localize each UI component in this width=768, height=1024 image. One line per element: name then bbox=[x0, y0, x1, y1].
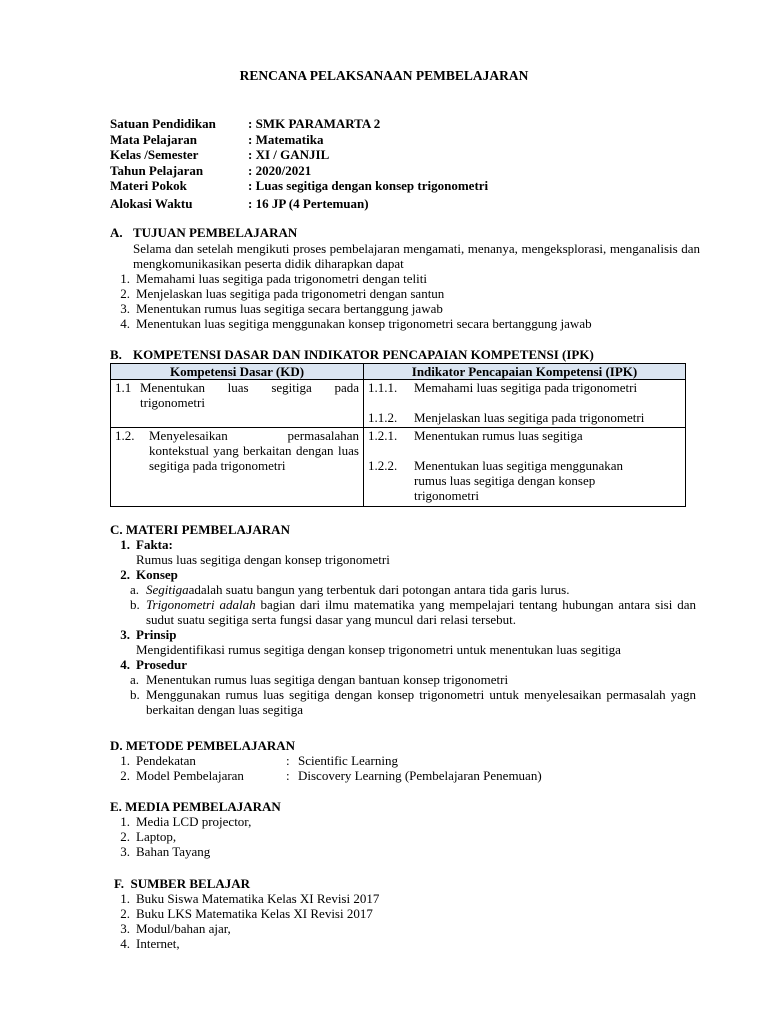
media-list bbox=[110, 814, 700, 859]
meta-value: : XI / GANJIL bbox=[248, 147, 330, 162]
section-heading: D. METODE PEMBELAJARAN bbox=[110, 738, 296, 753]
meta-value: : Matematika bbox=[248, 131, 324, 147]
list-item-text: Memahami luas segitiga pada trigonometri dengan teliti bbox=[136, 271, 427, 286]
metode-value: Discovery Learning (Pembelajaran Penemuan) bbox=[298, 768, 542, 783]
list-item-text: Modul/bahan ajar, bbox=[136, 921, 231, 936]
prinsip-text: Mengidentifikasi rumus segitiga dengan konsep trigonometri untuk menentukan luas segitiga bbox=[136, 642, 621, 657]
list-item: 2. Konsep bbox=[120, 567, 178, 582]
meta-row bbox=[110, 147, 488, 163]
subheading: Prosedur bbox=[136, 657, 188, 672]
section-kompetensi bbox=[110, 347, 710, 362]
list-item: 1. Memahami luas segitiga pada trigonometri dengan teliti bbox=[120, 271, 427, 286]
table-header: Kompetensi Dasar (KD) bbox=[111, 364, 364, 380]
list-item: 1. Buku Siswa Matematika Kelas XI Revisi 2017 bbox=[120, 891, 380, 906]
definition: bagian dari ilmu matematika yang mempelajari tentang hubungan antara sisi dan sudut suatu segitiga serta fungsi dasar yang muncul dari relasi tersebut. bbox=[146, 597, 696, 627]
materi-list bbox=[110, 537, 696, 552]
prosedur-text: Menggunakan rumus luas segitiga dengan konsep trigonometri untuk menyelesaikan permasalah yagn berkaitan dengan luas segitiga bbox=[146, 687, 696, 717]
list-item-text: Buku Siswa Matematika Kelas XI Revisi 2017 bbox=[136, 891, 380, 906]
kd-item bbox=[115, 428, 359, 473]
kd-text: Menentukan luas segitiga pada trigonometri bbox=[140, 380, 359, 410]
ipk-item bbox=[368, 428, 681, 443]
section-sumber bbox=[114, 876, 704, 951]
konsep-text bbox=[146, 582, 696, 597]
list-item: 3. Prinsip bbox=[120, 627, 177, 642]
metode-key: Pendekatan bbox=[136, 753, 196, 768]
section-metode bbox=[110, 738, 700, 783]
ipk-text: Menentukan luas segitiga menggunakan rumus luas segitiga dengan konsep trigonometri bbox=[414, 458, 624, 503]
section-heading: C. MATERI PEMBELAJARAN bbox=[110, 522, 290, 537]
sumber-list bbox=[110, 891, 704, 951]
kd-number: 1.2. bbox=[115, 428, 135, 443]
meta-key: Alokasi Waktu bbox=[110, 195, 193, 211]
subheading: Fakta: bbox=[136, 537, 173, 552]
table-header-row bbox=[111, 364, 686, 380]
ipk-text: Menentukan rumus luas segitiga bbox=[414, 428, 583, 443]
list-item: 2. Menjelaskan luas segitiga pada trigonometri dengan santun bbox=[120, 286, 445, 301]
fakta-text: Rumus luas segitiga dengan konsep trigonometri bbox=[136, 552, 390, 567]
section-title: KOMPETENSI DASAR DAN INDIKATOR PENCAPAIAN KOMPETENSI (IPK) bbox=[133, 347, 594, 362]
metode-value: Scientific Learning bbox=[298, 753, 398, 768]
list-item: 1. Pendekatan : Scientific Learning bbox=[120, 753, 398, 768]
identity-block bbox=[110, 116, 488, 211]
section-heading bbox=[110, 347, 710, 362]
materi-list bbox=[110, 627, 696, 642]
materi-list bbox=[110, 657, 696, 672]
kd-number: 1.1 bbox=[115, 380, 132, 395]
list-item-text: Menentukan rumus luas segitiga secara bertanggung jawab bbox=[136, 301, 443, 316]
meta-row bbox=[110, 178, 488, 194]
ipk-number: 1.1.1. bbox=[368, 380, 398, 395]
section-number: A. bbox=[110, 225, 123, 240]
list-item-text: Buku LKS Matematika Kelas XI Revisi 2017 bbox=[136, 906, 373, 921]
ipk-number: 1.1.2. bbox=[368, 410, 398, 425]
ipk-item bbox=[368, 458, 681, 503]
section-heading: E. MEDIA PEMBELAJARAN bbox=[110, 799, 281, 814]
meta-row bbox=[110, 163, 488, 179]
list-item: 2. Buku LKS Matematika Kelas XI Revisi 2017 bbox=[120, 906, 373, 921]
list-item-text: Internet, bbox=[136, 936, 180, 951]
list-item: 1. Media LCD projector, bbox=[120, 814, 252, 829]
subheading: Prinsip bbox=[136, 627, 177, 642]
list-item: 3. Modul/bahan ajar, bbox=[120, 921, 231, 936]
list-item: 2. Model Pembelajaran : Discovery Learning (Pembelajaran Penemuan) bbox=[120, 768, 542, 783]
meta-row bbox=[110, 132, 488, 148]
konsep-text bbox=[146, 597, 696, 627]
meta-key: Mata Pelajaran bbox=[110, 131, 198, 147]
meta-value: : 2020/2021 bbox=[248, 162, 312, 178]
meta-row bbox=[110, 116, 488, 132]
term: Trigonometri adalah bbox=[146, 597, 256, 612]
list-item: 4. Internet, bbox=[120, 936, 180, 951]
meta-row bbox=[110, 196, 488, 212]
definition: adalah suatu bangun yang terbentuk dari potongan antara tida garis lurus. bbox=[188, 582, 570, 597]
section-intro: Selama dan setelah mengikuti proses pembelajaran mengamati, menanya, mengeksplorasi, menganalisis dan mengkomunikasikan peserta didik diharapkan dapat bbox=[133, 241, 700, 271]
section-heading bbox=[110, 225, 700, 240]
meta-value: : 16 JP (4 Pertemuan) bbox=[248, 195, 369, 211]
list-item-text: Media LCD projector, bbox=[136, 814, 252, 829]
list-item-text: Menjelaskan luas segitiga pada trigonometri dengan santun bbox=[136, 286, 445, 301]
table-row bbox=[111, 380, 686, 428]
ipk-item bbox=[368, 380, 681, 395]
ipk-cell bbox=[364, 428, 686, 507]
ipk-number: 1.2.2. bbox=[368, 458, 398, 473]
list-item-text: Laptop, bbox=[136, 829, 177, 844]
prosedur-item: a. Menentukan rumus luas segitiga dengan bantuan konsep trigonometri bbox=[110, 672, 696, 687]
table-header: Indikator Pencapaian Kompetensi (IPK) bbox=[364, 364, 686, 380]
section-heading: F. SUMBER BELAJAR bbox=[114, 876, 251, 891]
meta-value: : SMK PARAMARTA 2 bbox=[248, 116, 381, 131]
meta-key: Tahun Pelajaran bbox=[110, 162, 204, 178]
list-item: 3. Bahan Tayang bbox=[120, 844, 211, 859]
ipk-number: 1.2.1. bbox=[368, 428, 398, 443]
metode-key: Model Pembelajaran bbox=[136, 768, 244, 783]
meta-key: Kelas /Semester bbox=[110, 147, 199, 162]
list-item-text: Bahan Tayang bbox=[136, 844, 211, 859]
ipk-cell bbox=[364, 380, 686, 428]
term: Segitiga bbox=[146, 582, 189, 597]
ipk-item bbox=[368, 410, 681, 425]
meta-value: : Luas segitiga dengan konsep trigonometri bbox=[248, 178, 489, 193]
kd-cell bbox=[111, 428, 364, 507]
list-item-text: Menentukan luas segitiga menggunakan konsep trigonometri secara bertanggung jawab bbox=[136, 316, 592, 331]
document-title: RENCANA PELAKSANAAN PEMBELAJARAN bbox=[239, 68, 529, 83]
objective-list bbox=[110, 271, 700, 331]
konsep-item: b. Trigonometri adalah bagian dari ilmu matematika yang mempelajari tentang hubungan antara sisi dan sudut suatu segitiga serta fungsi dasar yang muncul dari relasi tersebut. bbox=[130, 597, 696, 627]
section-number: B. bbox=[110, 347, 122, 362]
subheading: Konsep bbox=[136, 567, 178, 582]
table-row bbox=[111, 428, 686, 507]
list-item: 2. Laptop, bbox=[120, 829, 177, 844]
konsep-item: a. Segitigaadalah suatu bangun yang terbentuk dari potongan antara tida garis lurus. bbox=[110, 582, 696, 597]
ipk-text: Memahami luas segitiga pada trigonometri bbox=[414, 380, 638, 395]
section-tujuan bbox=[110, 225, 700, 331]
kd-text: Menyelesaikan permasalahan kontekstual yang berkaitan dengan luas segitiga pada trigonometri bbox=[149, 428, 359, 473]
meta-key: Satuan Pendidikan bbox=[110, 116, 216, 131]
prosedur-item: b. Menggunakan rumus luas segitiga dengan konsep trigonometri untuk menyelesaikan permasalah yagn berkaitan dengan luas segitiga bbox=[130, 687, 696, 717]
list-item: 3. Menentukan rumus luas segitiga secara bertanggung jawab bbox=[120, 301, 443, 316]
metode-list bbox=[110, 753, 700, 783]
competency-table bbox=[110, 363, 686, 507]
section-title: TUJUAN PEMBELAJARAN bbox=[133, 225, 298, 240]
kd-item bbox=[115, 380, 359, 410]
ipk-text: Menjelaskan luas segitiga pada trigonometri bbox=[414, 410, 645, 425]
list-item: 4. Prosedur bbox=[120, 657, 188, 672]
materi-list bbox=[110, 567, 696, 582]
list-item: 1. Fakta: bbox=[120, 537, 173, 552]
section-materi bbox=[110, 522, 696, 717]
meta-key: Materi Pokok bbox=[110, 178, 187, 193]
kd-cell bbox=[111, 380, 364, 428]
section-media bbox=[110, 799, 700, 859]
prosedur-text: Menentukan rumus luas segitiga dengan bantuan konsep trigonometri bbox=[146, 672, 509, 687]
list-item: 4. Menentukan luas segitiga menggunakan konsep trigonometri secara bertanggung jawab bbox=[120, 316, 592, 331]
